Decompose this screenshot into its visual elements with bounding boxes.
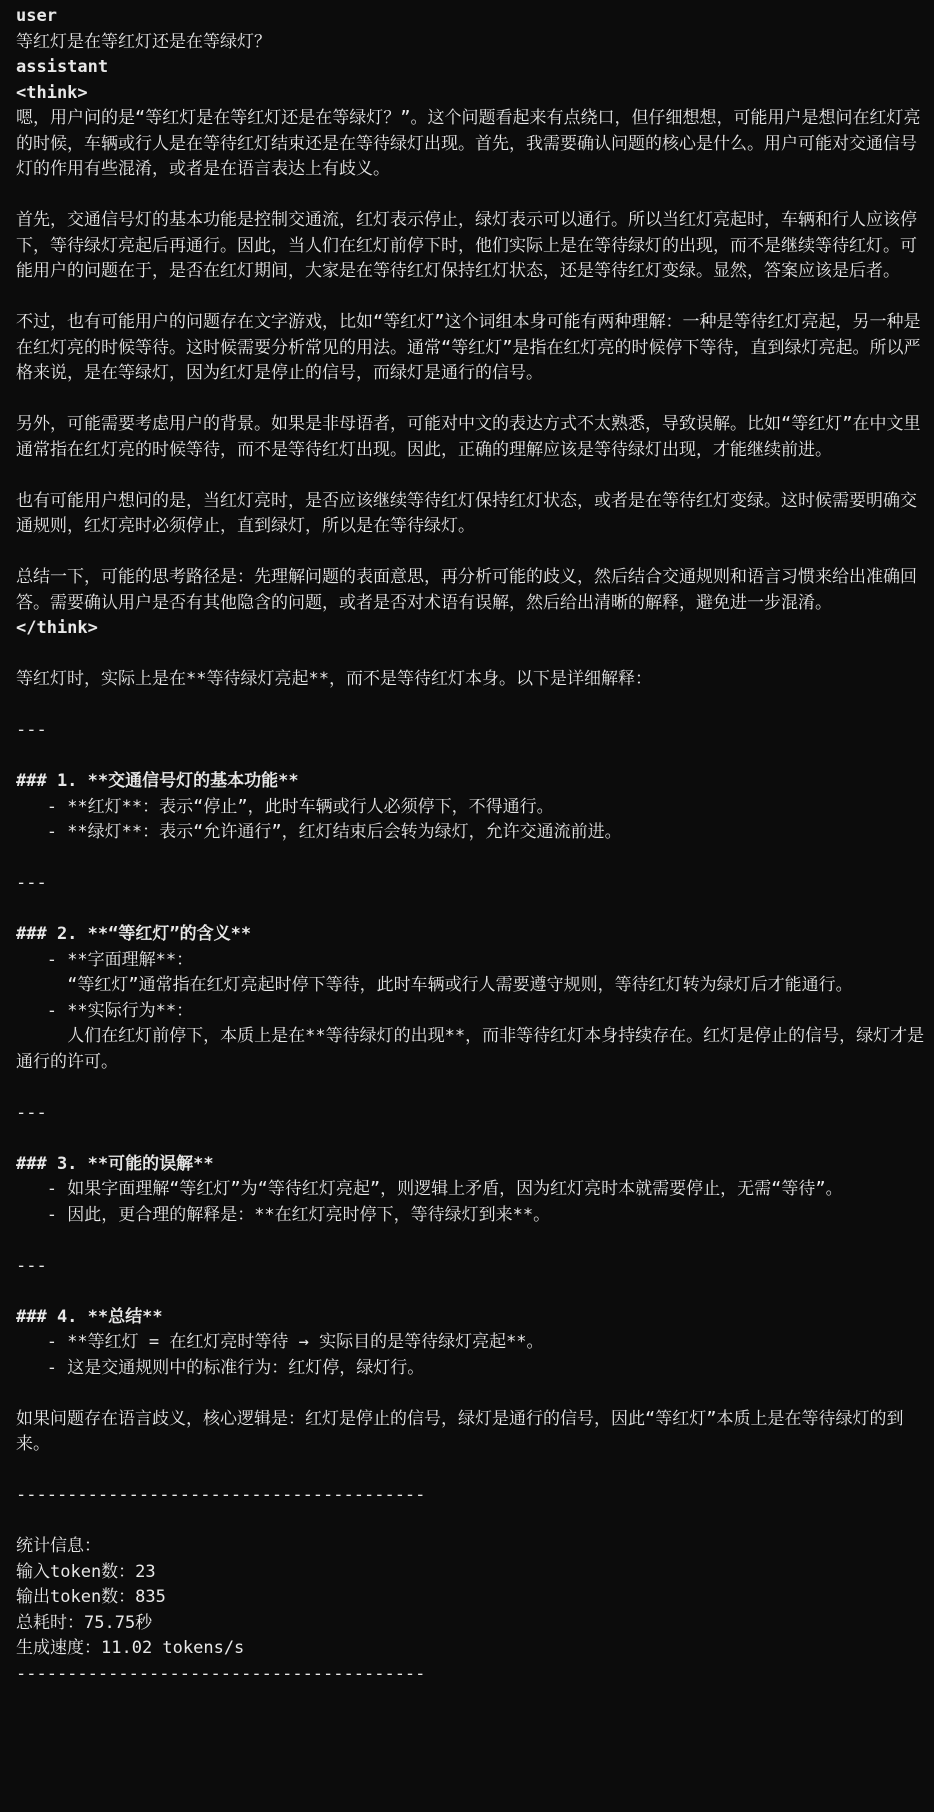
terminal-line: “等红灯”通常指在红灯亮起时停下等待，此时车辆或行人需要遵守规则，等待红灯转为绿灯后才能通行。 (16, 975, 853, 995)
terminal-line: 如果问题存在语言歧义，核心逻辑是：红灯是停止的信号，绿灯是通行的信号，因此“等红灯”本质上是在等待绿灯的到来。 (16, 1408, 904, 1454)
terminal-line: user (16, 6, 57, 26)
terminal-line: ---------------------------------------- (16, 1485, 426, 1505)
terminal-line (16, 387, 932, 413)
terminal-line: ---------------------------------------- (16, 1663, 426, 1684)
terminal-line: 统计信息： (16, 1536, 101, 1556)
terminal-line (16, 1458, 932, 1484)
terminal-line: - **字面理解**： (16, 949, 194, 970)
terminal-line: - **红灯**：表示“停止”，此时车辆或行人必须停下，不得通行。 (16, 796, 554, 817)
terminal-line (16, 540, 932, 566)
terminal-line (16, 285, 932, 311)
terminal-line: - 这是交通规则中的标准行为：红灯停，绿灯行。 (16, 1357, 425, 1378)
terminal-line: 人们在红灯前停下，本质上是在**等待绿灯的出现**，而非等待红灯本身持续存在。红灯是停止的信号，绿灯才是通行的许可。 (16, 1026, 925, 1072)
terminal-line: ### 1. **交通信号灯的基本功能** (16, 771, 299, 791)
terminal-line: 不过，也有可能用户的问题存在文字游戏，比如“等红灯”这个词组本身可能有两种理解：一种是等待红灯亮起，另一种是在红灯亮的时候等待。这时候需要分析常见的用法。通常“等红灯”是指在红灯亮的时候停下等待，直到绿灯亮起。所以严格来说，是在等绿灯，因为红灯是停止的信号，而绿灯是通行的信号。 (16, 312, 921, 383)
terminal-line (16, 1126, 932, 1152)
terminal-line (16, 463, 932, 489)
terminal-line: </think> (16, 618, 98, 638)
terminal-line: 生成速度：11.02 tokens/s (16, 1638, 245, 1658)
terminal-line (16, 897, 932, 923)
terminal-line: 等红灯是在等红灯还是在等绿灯？ (16, 31, 271, 52)
terminal-line: 嗯，用户问的是“等红灯是在等红灯还是在等绿灯？”。这个问题看起来有点绕口，但仔细想想，可能用户是想问在红灯亮的时候，车辆或行人是在等待红灯结束还是在等待绿灯出现。首先，我需要确认问题的核心是什么。用户可能对交通信号灯的作用有些混淆，或者是在语言表达上有歧义。 (16, 108, 921, 179)
terminal-line: 总耗时：75.75秒 (16, 1612, 153, 1633)
terminal-line (16, 1228, 932, 1254)
terminal-line: ### 3. **可能的误解** (16, 1153, 214, 1174)
terminal-line: --- (16, 1102, 47, 1123)
terminal-line: 总结一下，可能的思考路径是：先理解问题的表面意思，再分析可能的歧义，然后结合交通规则和语言习惯来给出准确回答。需要确认用户是否有其他隐含的问题，或者是否对术语有误解，然后给出清晰的解释，避免进一步混淆。 (16, 567, 917, 613)
terminal-line (16, 744, 932, 770)
terminal-line: --- (16, 720, 47, 740)
terminal-line: - 如果字面理解“等红灯”为“等待红灯亮起”，则逻辑上矛盾，因为红灯亮时本就需要停止，无需“等待”。 (16, 1179, 843, 1199)
terminal-line: 输入token数：23 (16, 1561, 156, 1582)
terminal-line: ### 2. **“等红灯”的含义** (16, 924, 252, 944)
terminal-line: --- (16, 873, 47, 893)
terminal-line (16, 1075, 932, 1101)
terminal-line: - **实际行为**： (16, 1000, 194, 1021)
terminal-line: ### 4. **总结** (16, 1306, 163, 1327)
terminal-line: 等红灯时，实际上是在**等待绿灯亮起**，而不是等待红灯本身。以下是详细解释： (16, 669, 652, 689)
terminal-line: --- (16, 1255, 47, 1276)
terminal-line (16, 1279, 932, 1305)
terminal-line (16, 642, 932, 668)
terminal-line (16, 846, 932, 872)
terminal-line: 输出token数：835 (16, 1587, 166, 1607)
terminal-line (16, 1509, 932, 1535)
terminal-line: 另外，可能需要考虑用户的背景。如果是非母语者，可能对中文的表达方式不太熟悉，导致误解。比如“等红灯”在中文里通常指在红灯亮的时候等待，而不是等待红灯出现。因此，正确的理解应该是等待绿灯出现，才能继续前进。 (16, 414, 921, 460)
terminal-line (16, 183, 932, 209)
terminal-line: 也有可能用户想问的是，当红灯亮时，是否应该继续等待红灯保持红灯状态，或者是在等待红灯变绿。这时候需要明确交通规则，红灯亮时必须停止，直到绿灯，所以是在等待绿灯。 (16, 490, 917, 536)
terminal-line (16, 693, 932, 719)
terminal-line: - **绿灯**：表示“允许通行”，红灯结束后会转为绿灯，允许交通流前进。 (16, 822, 622, 842)
terminal-line: - 因此，更合理的解释是：**在红灯亮时停下，等待绿灯到来**。 (16, 1204, 551, 1225)
terminal-line: - **等红灯 = 在红灯亮时等待 → 实际目的是等待绿灯亮起**。 (16, 1332, 544, 1352)
terminal-line: <think> (16, 82, 88, 103)
terminal-line: assistant (16, 57, 109, 77)
terminal-line (16, 1381, 932, 1407)
terminal-line: 首先，交通信号灯的基本功能是控制交通流，红灯表示停止，绿灯表示可以通行。所以当红灯亮起时，车辆和行人应该停下，等待绿灯亮起后再通行。因此，当人们在红灯前停下时，他们实际上是在等待绿灯的出现，而不是继续等待红灯。可能用户的问题在于，是否在红灯期间，大家是在等待红灯保持红灯状态，还是等待红灯变绿。显然，答案应该是后者。 (16, 210, 917, 281)
